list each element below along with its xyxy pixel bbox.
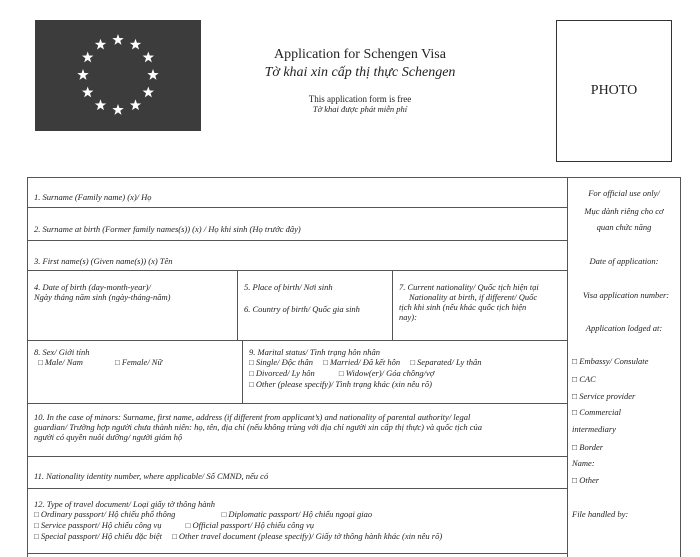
field-label: 6. Country of birth/ Quốc gia sinh [244,304,360,314]
official-heading-line3: quan chức năng [596,222,652,232]
checkbox-diplomatic[interactable]: □ [221,510,227,519]
option-commercial[interactable]: □ Commercial [572,407,621,417]
field-label: nay): [399,312,417,322]
option-border[interactable]: □ Border [572,442,604,452]
form-title-en: Application for Schengen Visa [274,47,446,62]
field-surname[interactable] [28,178,567,208]
field-label: Ngày tháng năm sinh (ngày-tháng-năm) [34,292,171,302]
option-widow-label: Widow(er)/ Góa chồng/vợ [345,368,435,378]
checkbox-married[interactable]: □ [323,358,328,367]
field-national-id[interactable] [28,457,567,489]
flag-star [130,99,141,110]
flag-star [77,69,88,80]
row-sex-marital [28,341,567,404]
field-label: 7. Current nationality/ Quốc tịch hiện tại [399,282,539,292]
flag-star [95,39,106,50]
flag-star [112,34,123,45]
field-label: Nationality at birth, if different/ Quốc [409,292,538,302]
name-label: Name: [572,458,595,468]
checkbox-divorced[interactable]: □ [249,369,254,378]
field-first-name[interactable] [28,241,567,271]
official-use-column [568,177,681,557]
form-header [210,46,510,114]
field-label: 5. Place of birth/ Nơi sinh [244,282,333,292]
checkbox-other-marital[interactable]: □ [249,380,254,389]
field-label: 3. First name(s) (Given name(s)) (x) Tên [34,256,173,266]
flag-star [143,52,154,63]
official-heading-line2: Mục dành riêng cho cơ [584,206,664,216]
field-label: 10. In the case of minors: Surname, first name, address (if different from applicant’s) and nationality of parental authority/ legal [34,412,471,422]
field-label: 12. Type of travel document/ Loại giấy tờ thông hành [34,499,215,509]
field-place-country-of-birth[interactable] [238,271,393,340]
free-notice-en: This application form is free [308,94,412,104]
field-label: 8. Sex/ Giới tính [34,347,90,357]
application-form [27,177,568,557]
option-other-marital-label: Other (please specify)/ Tình trạng khác (xin nêu rõ) [255,379,432,389]
option-official-label: Official passport/ Hộ chiếu công vụ [192,520,315,530]
field-sex [28,341,243,403]
option-commercial-line2: intermediary [572,424,616,434]
option-divorced-label: Divorced/ Ly hôn [255,368,315,378]
field-travel-document [28,489,567,554]
checkbox-special[interactable]: □ [34,532,39,541]
option-female-label: Female/ Nữ [121,357,163,367]
checkbox-widow[interactable]: □ [338,369,344,378]
checkbox-female[interactable]: □ [114,358,120,367]
field-label: 2. Surname at birth (Former family names(s)) (x) / Họ khi sinh (Họ trước đây) [34,224,301,234]
application-lodged-label: Application lodged at: [585,323,663,333]
checkbox-ordinary[interactable]: □ [34,510,39,519]
flag-star [112,104,123,115]
form-title-vi: Tờ khai xin cấp thị thực Schengen [264,65,456,80]
field-label: 11. Nationality identity number, where applicable/ Số CMND, nếu có [34,471,269,481]
checkbox-official[interactable]: □ [185,521,191,530]
option-single-label: Single/ Độc thân [255,357,313,367]
flag-star [82,52,93,63]
checkbox-single[interactable]: □ [249,358,254,367]
flag-star [130,39,141,50]
eu-stars-icon [35,20,201,131]
checkbox-male[interactable]: □ [38,358,43,367]
field-label: 1. Surname (Family name) (x)/ Họ [34,192,152,202]
option-special-label: Special passport/ Hộ chiếu đặc biệt [40,531,162,541]
photo-box [556,20,672,162]
date-of-application-label: Date of application: [589,256,659,266]
option-diplomatic-label: Diplomatic passport/ Hộ chiếu ngoại giao [228,509,373,519]
flag-star [95,99,106,110]
option-male-label: Male/ Nam [44,357,83,367]
row-birth-nationality [28,271,567,341]
option-separated-label: Separated/ Ly thân [417,357,482,367]
field-nationality[interactable] [393,271,569,340]
free-notice-vi: Tờ khai được phát miễn phí [312,104,408,114]
option-service-provider[interactable]: □ Service provider [572,391,636,401]
field-label: 4. Date of birth (day-month-year)/ [34,282,151,292]
checkbox-other-document[interactable]: □ [172,532,177,541]
checkbox-separated[interactable]: □ [410,358,416,367]
photo-label: PHOTO [590,83,638,98]
option-service-label: Service passport/ Hộ chiếu công vụ [40,520,162,530]
field-date-of-birth[interactable] [28,271,238,340]
field-label: người có quyền nuôi dưỡng/ người giám hộ [34,432,183,442]
file-handled-by-label: File handled by: [572,509,629,519]
flag-star [82,87,93,98]
field-marital-status [243,341,569,403]
field-label: guardian/ Trường hợp người chưa thành niên: họ, tên, địa chỉ (nếu không trùng với địa chỉ người xin cấp thị thực) và quốc tịch của [34,422,483,432]
option-married-label: Married/ Đã kết hôn [329,357,401,367]
checkbox-service[interactable]: □ [34,521,39,530]
option-embassy[interactable]: □ Embassy/ Consulate [572,356,649,366]
official-heading-line1: For official use only/ [588,188,660,198]
field-label: tịch khi sinh (nếu khác quốc tịch hiện [399,302,527,312]
field-minor-guardian[interactable] [28,404,567,457]
field-label: 9. Marital status/ Tình trạng hôn nhân [249,347,381,357]
field-surname-at-birth[interactable] [28,208,567,241]
option-other[interactable]: □ Other [572,475,600,485]
flag-star [143,87,154,98]
visa-application-number-label: Visa application number: [582,290,670,300]
option-cac[interactable]: □ CAC [572,374,596,384]
eu-flag [35,20,201,131]
flag-star [147,69,158,80]
option-other-document-label: Other travel document (please specify)/ Giấy tờ thông hành khác (xin nêu rõ) [178,531,443,541]
option-ordinary-label: Ordinary passport/ Hộ chiếu phổ thông [40,509,176,519]
